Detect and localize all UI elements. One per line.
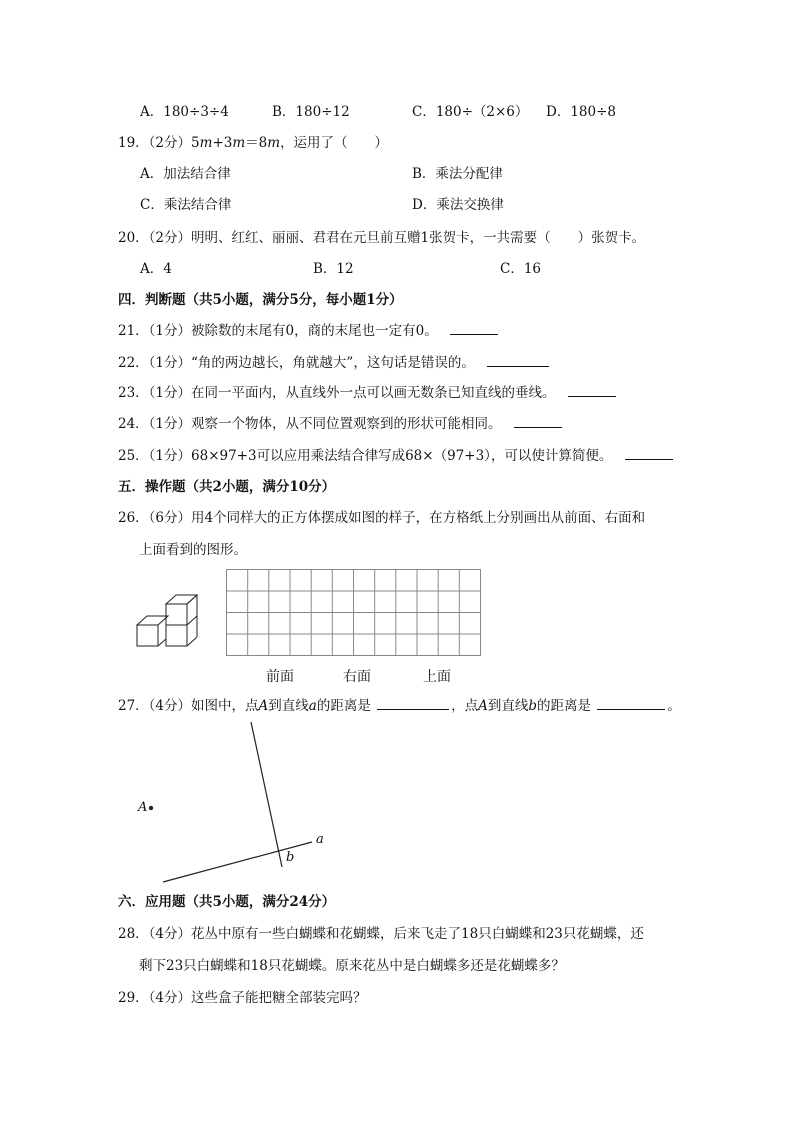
q27-stem [118,697,681,715]
q20-option-a: A．4 [140,261,172,277]
q26-line1: 26．（6分）用4个同样大的正方体摆成如图的样子，在方格纸上分别画出从前面、右面和 [118,510,646,526]
q21-row [118,322,498,340]
q19-stem-tail: ，运用了（ ） [280,135,389,151]
q18-option-a: A．180÷3÷4 [140,104,229,120]
q27-point-a-1: A [258,698,269,714]
q20-stem: 20．（2分）明明、红红、丽丽、君君在元旦前互赠1张贺卡，一共需要（ ）张贺卡。 [118,230,646,246]
q29-text: 29．（4分）这些盒子能把糖全部装完吗？ [118,990,367,1006]
line-b-label: b [286,850,295,865]
q20-option-c: C．16 [500,261,542,277]
q27-answer-blank-2[interactable] [597,697,665,710]
q25-text: 25．（1分）68×97+3可以应用乘法结合律写成68×（97+3），可以使计算简便。 [118,448,613,464]
grid-paper[interactable] [226,569,482,657]
q21-answer-blank[interactable] [450,322,498,335]
q27-line-a: a [308,698,317,714]
q19-option-a: A．加法结合律 [140,166,231,182]
q19-option-b: B．乘法分配律 [412,166,503,182]
q19-number: 19．（2分） [118,135,192,151]
q27-text-2: 的距离是 [316,698,371,714]
lines-figure [130,716,350,886]
q25-row [118,447,673,465]
point-a-dot [149,806,153,810]
q19-var-3: m [267,135,281,151]
point-a-label: A [138,800,148,815]
q19-expr-3: ＝8 [245,135,268,151]
q20-option-b: B．12 [313,261,354,277]
q24-text: 24．（1分）观察一个物体，从不同位置观察到的形状可能相同。 [118,416,502,432]
label-right-view: 右面 [343,669,371,685]
q25-answer-blank[interactable] [625,447,673,460]
line-b [251,722,282,867]
q19-var-1: m [199,135,213,151]
q19-option-c: C．乘法结合律 [140,197,232,213]
q19-stem [118,134,388,152]
q26-line2: 上面看到的图形。 [139,542,247,558]
q27-answer-blank-1[interactable] [377,697,449,710]
q27-end: 。 [667,698,681,714]
q27-number: 27．（4分）如图中，点 [118,698,259,714]
section5-heading: 五．操作题（共2小题，满分10分） [118,479,336,495]
label-top-view: 上面 [423,669,451,685]
q27-point-a-2: A [478,698,488,714]
label-front-view: 前面 [266,669,294,685]
q27-text-1: 到直线 [268,698,309,714]
q27-sep: ，点 [451,698,479,714]
q18-option-c: C．180÷（2×6） [412,104,529,120]
q19-expr-2: +3 [212,135,233,151]
line-a-label: a [316,832,324,847]
q19-var-2: m [232,135,246,151]
q23-answer-blank[interactable] [568,384,616,397]
q18-option-d: D．180÷8 [546,104,616,120]
q22-answer-blank[interactable] [487,354,549,367]
q27-line-b: b [528,698,538,714]
q22-text: 22．（1分）“角的两边越长，角就越大”，这句话是错误的。 [118,355,475,371]
section4-heading: 四．判断题（共5小题，满分5分，每小题1分） [118,292,403,308]
q19-expr-1: 5 [191,135,200,151]
q28-line1: 28．（4分）花丛中原有一些白蝴蝶和花蝴蝶，后来飞走了18只白蝴蝶和23只花蝴蝶，还 [118,926,644,942]
q23-row [118,384,616,402]
q24-row [118,415,562,433]
q24-answer-blank[interactable] [514,415,562,428]
q28-line2: 剩下23只白蝴蝶和18只花蝴蝶。原来花丛中是白蝴蝶多还是花蝴蝶多？ [139,958,565,974]
section6-heading: 六．应用题（共5小题，满分24分） [118,894,336,910]
q18-option-b: B．180÷12 [272,104,350,120]
q23-text: 23．（1分）在同一平面内，从直线外一点可以画无数条已知直线的垂线。 [118,385,556,401]
cube-stack-figure [133,590,213,660]
q22-row [118,354,549,372]
q27-text-3: 到直线 [487,698,529,714]
q19-option-d: D．乘法交换律 [412,197,504,213]
q21-text: 21．（1分）被除数的末尾有0，商的末尾也一定有0。 [118,323,438,339]
q27-text-4: 的距离是 [537,698,592,714]
